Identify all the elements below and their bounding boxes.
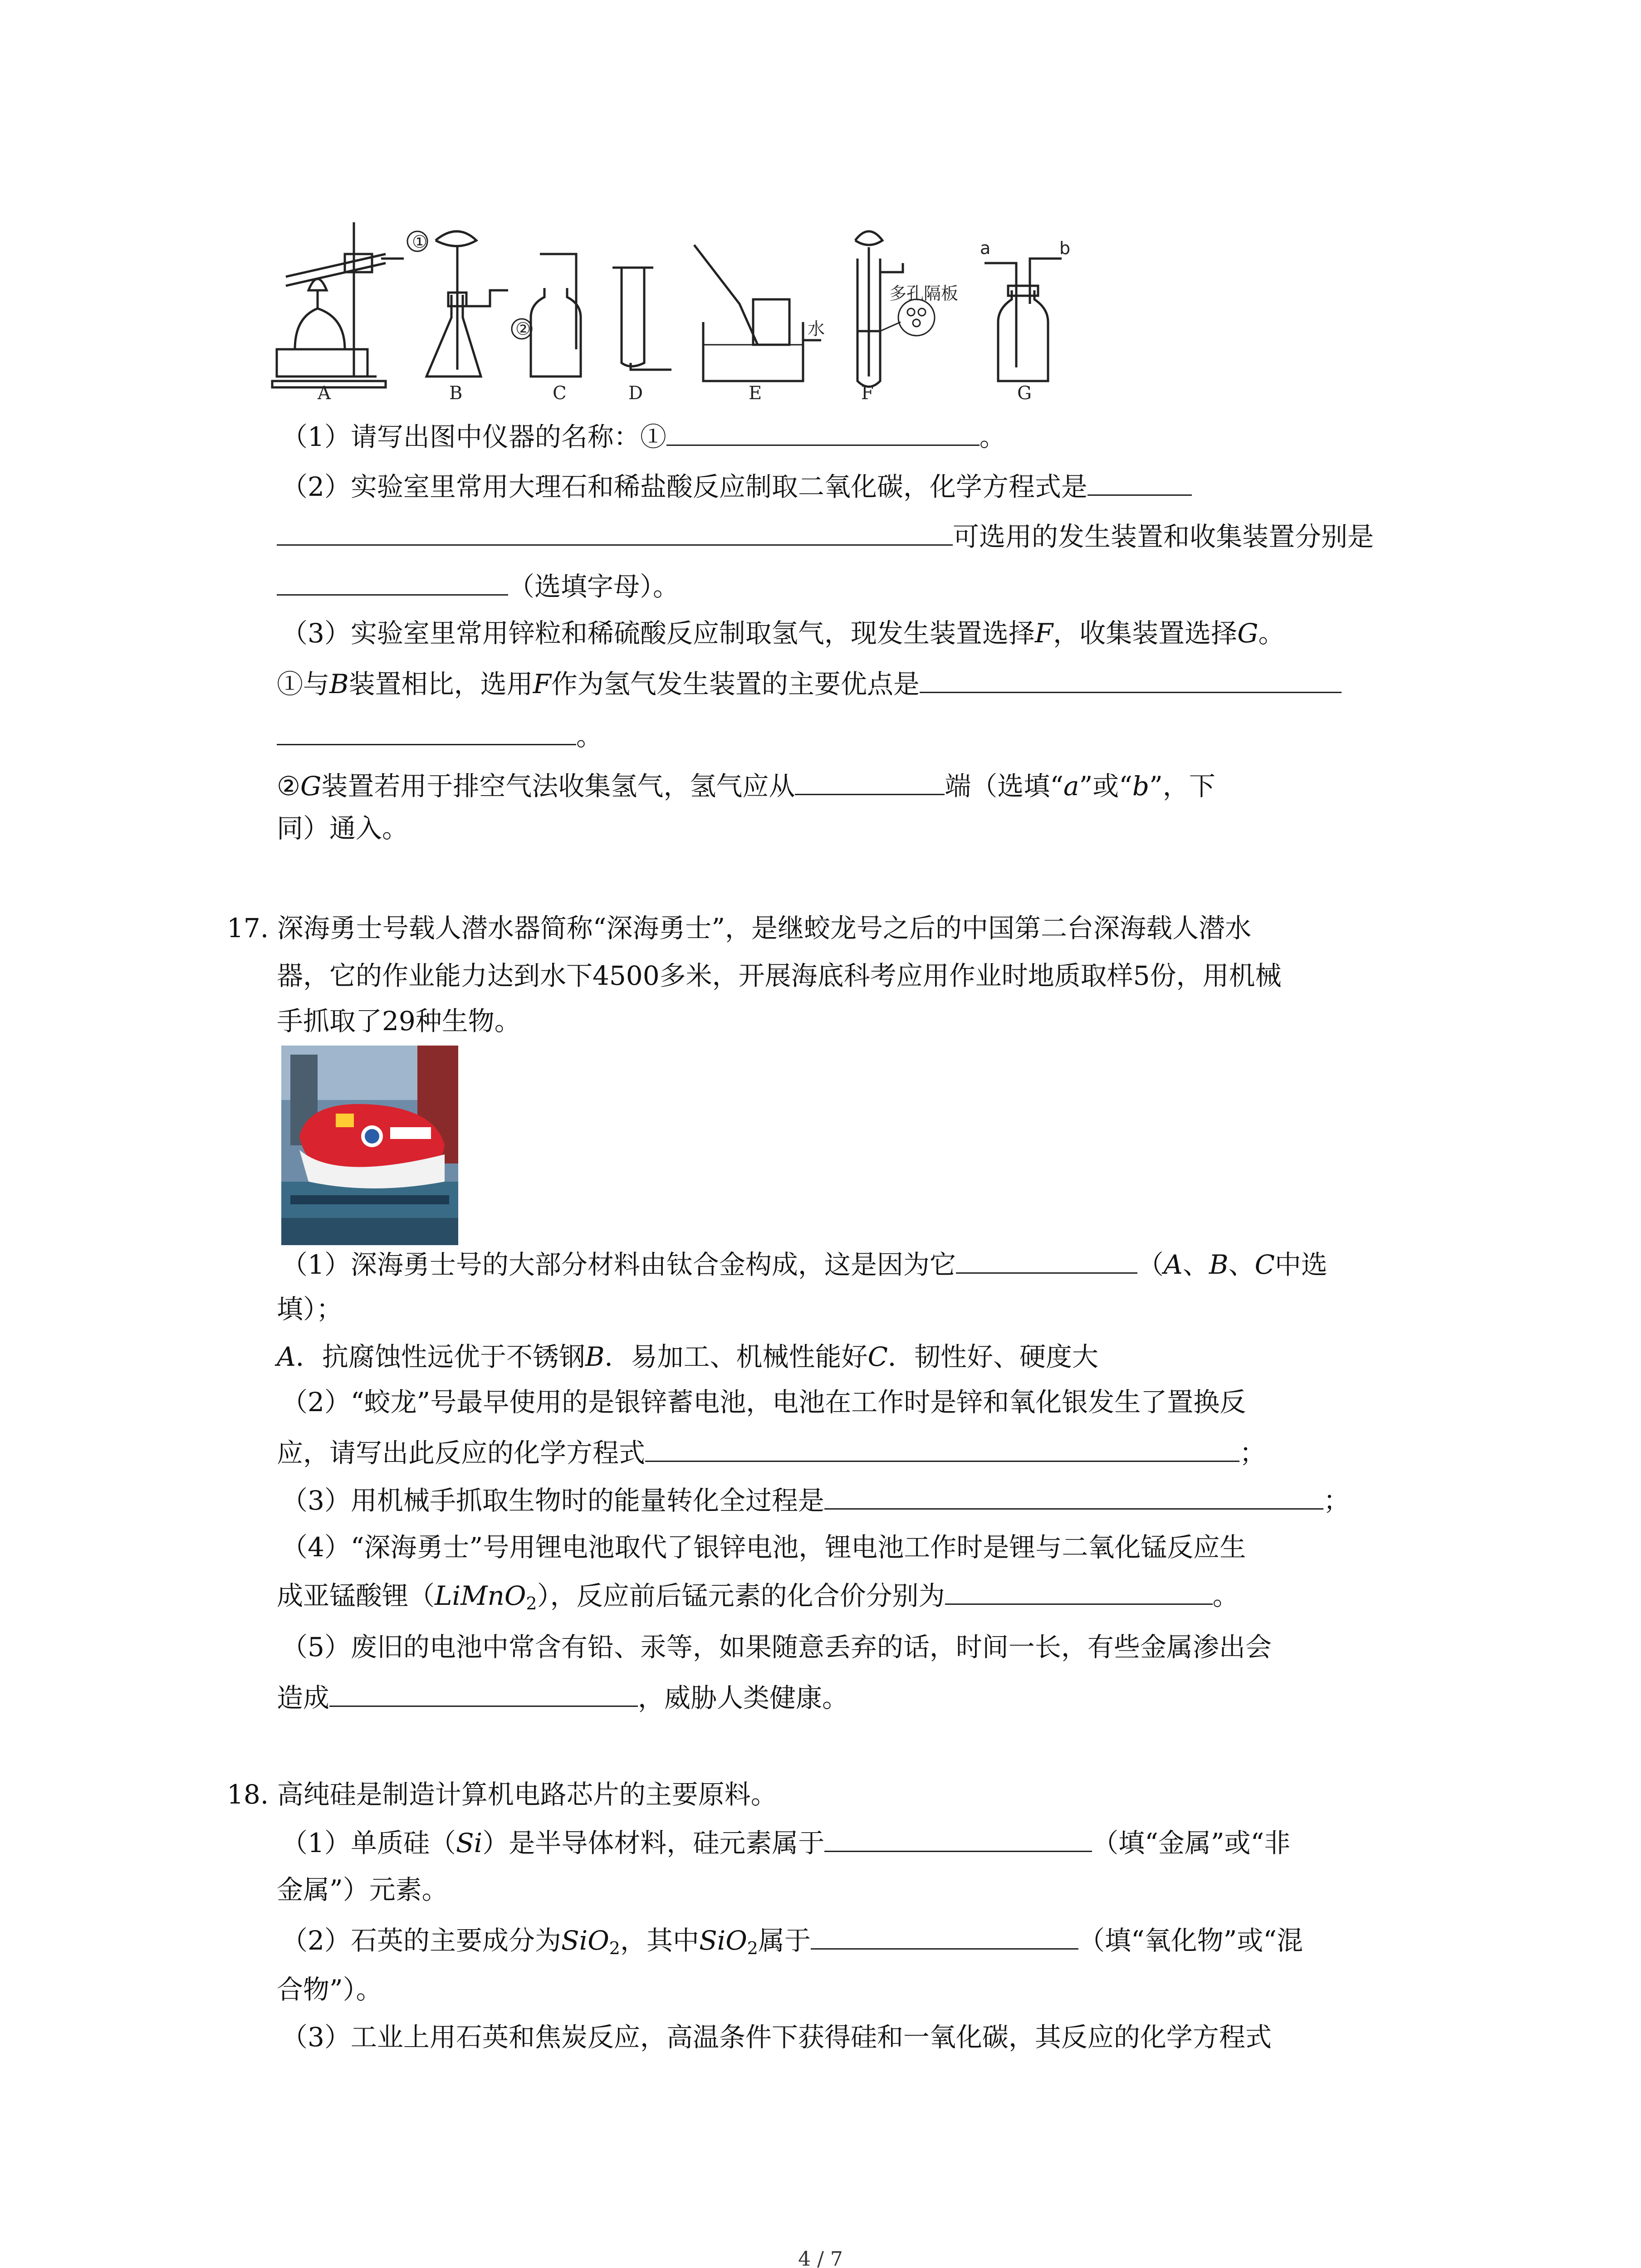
q17-blank-equation[interactable]	[645, 1433, 1239, 1462]
q16-blank-advantage-cont[interactable]	[277, 717, 576, 745]
q17-part5-line2: 造成 ，威胁人类健康。	[277, 1678, 848, 1716]
label-c: C	[553, 383, 567, 404]
q17-intro-line3: 手抓取了29种生物。	[277, 1006, 521, 1036]
q16-sub2-line2: 同）通入。	[277, 813, 409, 844]
submersible-photo	[281, 1046, 458, 1245]
q18-part1-line1: （1）单质硅（Si）是半导体材料，硅元素属于 （填“金属”或“非	[281, 1823, 1290, 1862]
q17-part3: （3）用机械手抓取生物时的能量转化全过程是 ；	[281, 1481, 1350, 1519]
q17-blank-valence[interactable]	[945, 1576, 1213, 1605]
q16-blank-apparatus-choice[interactable]	[277, 567, 508, 596]
q18-intro: 18. 高纯硅是制造计算机电路芯片的主要原料。	[227, 1776, 777, 1813]
apparatus-diagram	[268, 213, 1130, 404]
q18-blank-substance-type[interactable]	[811, 1921, 1078, 1950]
label-port-a: a	[980, 238, 991, 258]
q16-blank-advantage[interactable]	[920, 665, 1342, 693]
apparatus-d	[612, 268, 671, 370]
label-water: 水	[808, 319, 825, 339]
q17-part2-line1: （2）“蛟龙”号最早使用的是银锌蓄电池，电池在工作时是锌和氧化银发生了置换反	[281, 1387, 1246, 1418]
q18-part2-line2: 合物”）。	[277, 1974, 382, 2005]
apparatus-b	[407, 231, 508, 376]
label-f: F	[861, 383, 874, 404]
q17-blank-reason[interactable]	[956, 1245, 1137, 1274]
q16-part3-line1: （3）实验室里常用锌粒和稀硫酸反应制取氢气，现发生装置选择F，收集装置选择G。	[281, 618, 1285, 649]
q17-part5-line1: （5）废旧的电池中常含有铅、汞等，如果随意丢弃的话，时间一长，有些金属渗出会	[281, 1632, 1272, 1662]
label-a: A	[318, 383, 331, 404]
label-plate: 多孔隔板	[889, 284, 959, 303]
q16-part2-line3: （选填字母）。	[277, 567, 679, 605]
q18-blank-element-type[interactable]	[824, 1823, 1092, 1852]
option-a: A	[277, 1341, 296, 1372]
q17-options: A．抗腐蚀性远优于不锈钢B．易加工、机械性能好C．韧性好、硬度大	[277, 1341, 1098, 1372]
apparatus-e	[694, 245, 821, 381]
q16-blank-instrument[interactable]	[666, 417, 980, 446]
q17-part4-line1: （4）“深海勇士”号用锂电池取代了银锌电池，锂电池工作时是锂与二氧化锰反应生	[281, 1532, 1246, 1563]
q17-intro-line2: 器，它的作业能力达到水下4500多米，开展海底科考应用作业时地质取样5份，用机械	[277, 960, 1282, 991]
submersible-image	[281, 1046, 458, 1245]
page-number: 4 / 7	[798, 2248, 843, 2268]
apparatus-c	[512, 254, 581, 376]
q17-part2-line2: 应，请写出此反应的化学方程式 ；	[277, 1433, 1266, 1471]
label-b: B	[449, 383, 463, 404]
q17-part4-line2: 成亚锰酸锂（LiMnO$_2$），反应前后锰元素的化合价分别为 。	[277, 1576, 1239, 1622]
option-c: C	[867, 1341, 888, 1372]
label-d: D	[628, 383, 643, 404]
q18-part1-line2: 金属”）元素。	[277, 1874, 448, 1905]
label-e: E	[749, 383, 762, 404]
q18-part3: （3）工业上用石英和焦炭反应，高温条件下获得硅和一氧化碳，其反应的化学方程式	[281, 2022, 1272, 2053]
q16-part1: （1）请写出图中仪器的名称：① 。	[281, 417, 1006, 455]
label-g: G	[1017, 383, 1032, 404]
q17-part1-line1: （1）深海勇士号的大部分材料由钛合金构成，这是因为它 （A、B、C中选	[281, 1245, 1327, 1283]
q16-part2-line2: 可选用的发生装置和收集装置分别是	[277, 517, 1374, 555]
marker-2: ②	[515, 319, 531, 339]
q16-sub1-line1: ①与B装置相比，选用F作为氢气发生装置的主要优点是	[277, 665, 1342, 703]
option-b: B	[585, 1341, 605, 1372]
apparatus-figure	[268, 213, 1130, 404]
marker-1: ①	[412, 232, 428, 252]
q17-blank-energy[interactable]	[824, 1481, 1323, 1510]
q16-sub2-line1: ②G装置若用于排空气法收集氢气，氢气应从 端（选填“a”或“b”，下	[277, 767, 1215, 805]
q18-number: 18.	[227, 1779, 269, 1810]
q16-sub1-line2: 。	[277, 717, 603, 755]
q16-part2-line1: （2）实验室里常用大理石和稀盐酸反应制取二氧化碳，化学方程式是	[281, 467, 1192, 505]
q17-part1-line2: 填）；	[277, 1294, 343, 1325]
q16-blank-equation-start[interactable]	[1087, 467, 1192, 496]
apparatus-a	[272, 222, 404, 387]
q18-part2-line1: （2）石英的主要成分为SiO$_2$，其中SiO$_2$属于 （填“氧化物”或“混	[281, 1921, 1303, 1967]
apparatus-g	[985, 259, 1062, 381]
label-port-b: b	[1059, 238, 1071, 258]
q16-blank-port[interactable]	[795, 767, 945, 795]
q17-blank-pollution[interactable]	[329, 1678, 638, 1707]
apparatus-f	[855, 231, 935, 387]
q17-intro-line1: 17. 深海勇士号载人潜水器简称“深海勇士”，是继蛟龙号之后的中国第二台深海载人潜水	[227, 909, 1251, 947]
q16-blank-equation[interactable]	[277, 517, 953, 546]
q17-number: 17.	[227, 913, 269, 943]
